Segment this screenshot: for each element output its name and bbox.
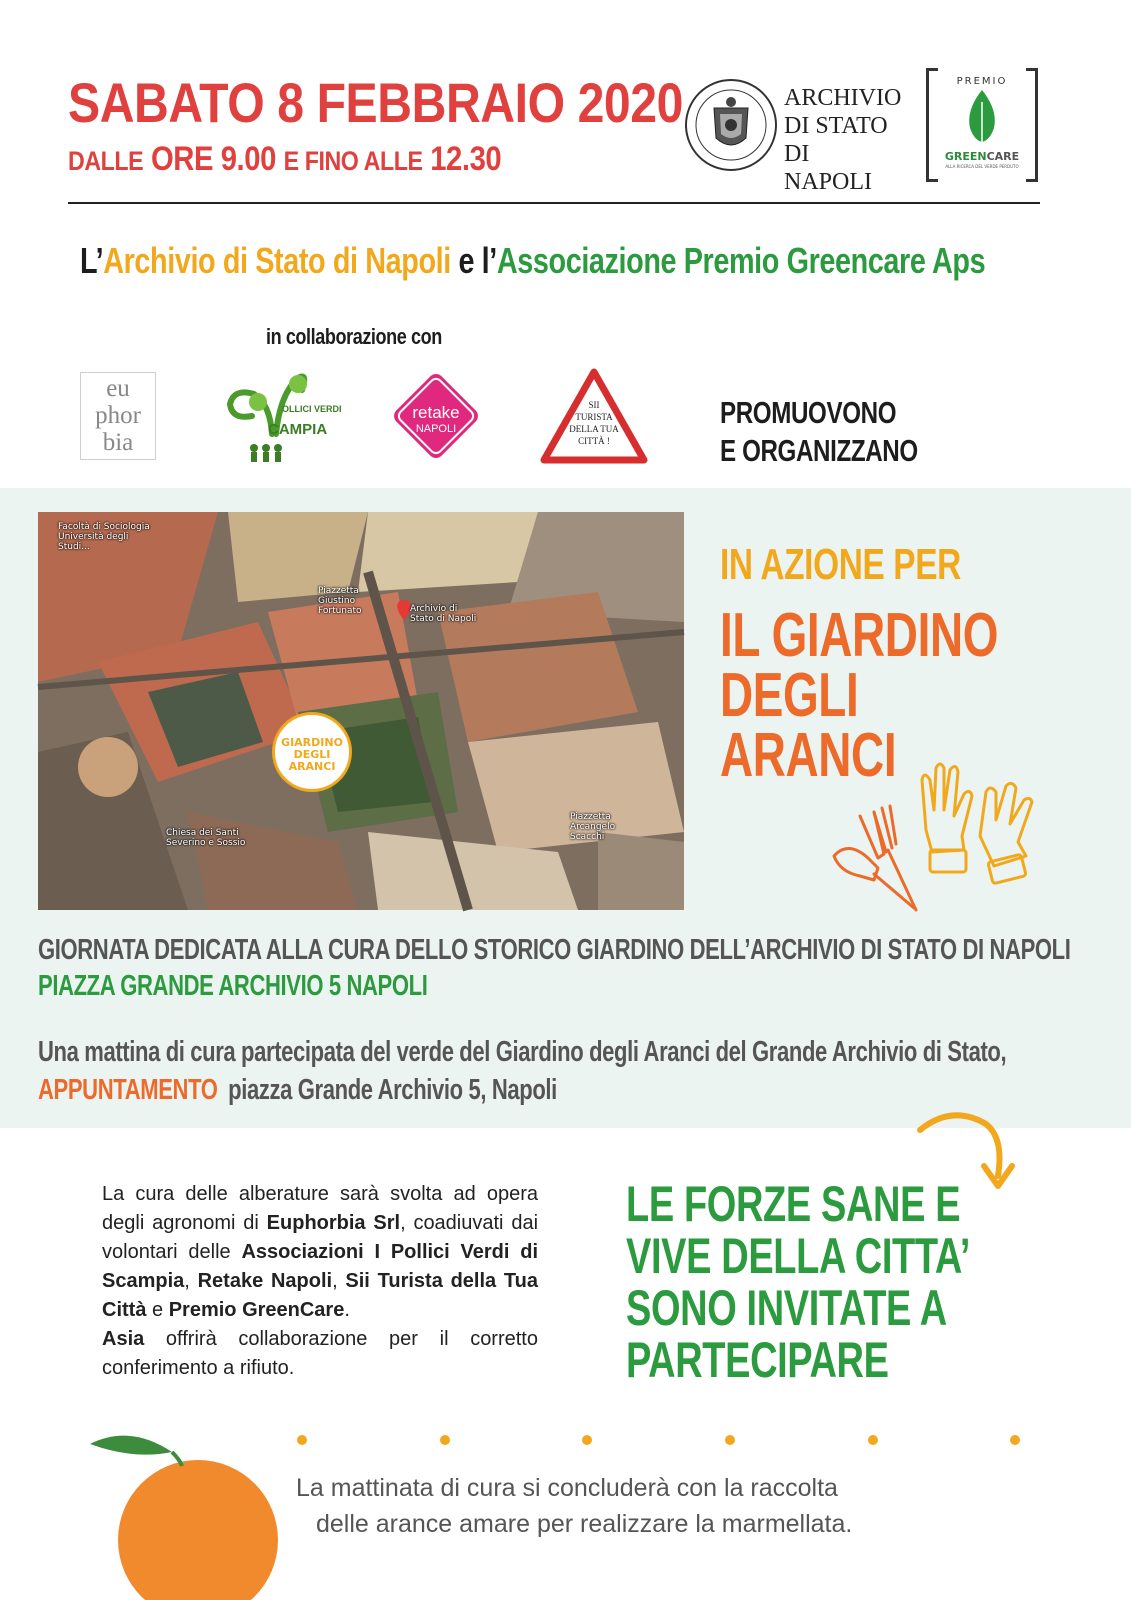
org-conj: e l’	[458, 240, 497, 281]
forze-line-1: LE FORZE SANE E	[626, 1176, 961, 1232]
sii-turista-logo	[540, 368, 648, 466]
conclusion-line-1: La mattinata di cura si concluderà con la raccolta	[296, 1474, 838, 1502]
cura-t7: offrirà collaborazione per il corretto conferimento a rifiuto.	[102, 1328, 538, 1379]
cura-t6: .	[344, 1299, 350, 1321]
time-start: ORE 9.00	[150, 140, 276, 178]
map-label-chiesa: Chiesa dei Santi Severino e Sossio	[166, 828, 246, 848]
cura-t5: e	[146, 1299, 169, 1321]
giardino-line-3: ARANCI	[720, 721, 897, 790]
euphorbia-line-1: eu	[106, 375, 130, 402]
archivio-logo	[684, 76, 902, 195]
archivio-line-1: ARCHIVIO	[784, 85, 902, 111]
sii-text-2: TURISTA	[575, 412, 613, 422]
greencare-care: CARE	[986, 150, 1020, 163]
pollici-text-2: CAMPIA	[268, 421, 328, 438]
map-label-giustino: Piazzetta Giustino Fortunato	[318, 586, 362, 616]
map-label-facolta: Facoltà di Sociologia Università degli Studi...	[58, 522, 150, 552]
org-archivio: Archivio di Stato di Napoli	[103, 240, 451, 281]
promuovono-text	[720, 394, 918, 470]
garden-tools-icon	[830, 740, 1052, 920]
archivio-line-3: DI NAPOLI	[784, 141, 872, 195]
dot-separator	[1010, 1435, 1020, 1445]
cura-asia: Asia	[102, 1328, 145, 1350]
leaf-icon	[964, 88, 1000, 148]
greencare-green: GREEN	[944, 150, 987, 163]
cura-greencare: Premio GreenCare	[168, 1299, 345, 1321]
time-fino: E FINO ALLE	[283, 146, 423, 176]
badge-line-3: ARANCI	[288, 760, 336, 773]
appuntamento-label: APPUNTAMENTO	[38, 1074, 218, 1106]
retake-napoli-logo	[388, 368, 484, 464]
forze-title	[626, 1178, 970, 1386]
collab-label: in collaborazione con	[266, 324, 442, 349]
cura-paragraph	[102, 1180, 538, 1383]
giornata-text: GIORNATA DEDICATA ALLA CURA DELLO STORICO GIARDINO DELL’ARCHIVIO DI STATO DI NAPOLI	[38, 934, 1071, 966]
appuntamento-line	[38, 1074, 557, 1107]
azione-subtitle: IN AZIONE PER	[720, 540, 961, 589]
header-divider	[68, 202, 1040, 204]
event-date: SABATO 8 FEBBRAIO 2020	[68, 71, 684, 134]
pollici-text-1: OLLICI VERDI	[282, 404, 342, 414]
sii-text-1: SII	[588, 400, 600, 410]
dot-separator	[297, 1435, 307, 1445]
giardino-line-1: IL GIARDINO	[720, 601, 999, 670]
conclusion-text	[296, 1470, 852, 1542]
euphorbia-line-2: phor	[95, 402, 141, 429]
cura-sii: Sii Turista della Tua Città	[102, 1270, 538, 1321]
event-time	[68, 140, 501, 179]
cura-t4: ,	[332, 1270, 346, 1292]
euphorbia-logo	[80, 372, 156, 460]
badge-line-2: DEGLI	[293, 748, 331, 761]
time-dalle: DALLE	[68, 146, 144, 176]
dot-separator	[868, 1435, 878, 1445]
greencare-logo	[926, 68, 1038, 182]
promuovono-line-2: E ORGANIZZANO	[720, 433, 918, 468]
sii-text-3: DELLA TUA	[569, 424, 619, 434]
org-associazione: Associazione Premio Greencare Aps	[496, 240, 986, 281]
piazza-address: PIAZZA GRANDE ARCHIVIO 5 NAPOLI	[38, 970, 428, 1002]
giardino-line-2: DEGLI	[720, 661, 859, 730]
greencare-tagline: ALLA RICERCA DEL VERDE PERDUTO	[945, 164, 1019, 169]
cura-t1: La cura delle alberature sarà svolta ad opera degli agronomi di	[102, 1183, 538, 1234]
greencare-premio: PREMIO	[956, 76, 1008, 87]
sii-text-4: CITTÀ !	[578, 436, 610, 446]
retake-text: retake	[412, 403, 460, 422]
archivio-line-2: DI STATO	[784, 113, 888, 139]
cura-t3: ,	[184, 1270, 198, 1292]
map-label-arcangelo: Piazzetta Arcangelo Scacchi	[570, 812, 616, 842]
dot-separator	[582, 1435, 592, 1445]
giardino-badge	[272, 712, 352, 792]
euphorbia-line-3: bia	[102, 429, 134, 456]
pollici-verdi-logo	[224, 364, 342, 468]
organizers-line	[80, 240, 985, 282]
dot-separator	[440, 1435, 450, 1445]
retake-napoli-text: NAPOLI	[415, 423, 457, 435]
cura-t2: , coadiuvati dai volontari delle	[102, 1212, 539, 1263]
promuovono-line-1: PROMUOVONO	[720, 395, 897, 430]
appuntamento-address: piazza Grande Archivio 5, Napoli	[228, 1074, 557, 1106]
map-label-archivio: Archivio di Stato di Napoli	[410, 604, 477, 624]
forze-line-4: PARTECIPARE	[626, 1332, 889, 1388]
time-end: 12.30	[430, 140, 502, 178]
badge-line-1: GIARDINO	[281, 736, 343, 749]
forze-line-2: VIVE DELLA CITTA’	[626, 1228, 971, 1284]
conclusion-line-2: delle arance amare per realizzare la marmellata.	[316, 1510, 853, 1538]
cura-euphorbia: Euphorbia Srl	[266, 1212, 401, 1234]
archivio-seal-icon	[684, 78, 778, 172]
map-image	[38, 512, 684, 910]
dot-separator	[725, 1435, 735, 1445]
greencare-name	[926, 150, 1038, 163]
orange-fruit-icon	[90, 1430, 280, 1600]
org-prefix: L’	[80, 240, 104, 281]
cura-retake: Retake Napoli	[197, 1270, 333, 1292]
cura-pollici: Associazioni I Pollici Verdi di Scampia	[102, 1241, 538, 1292]
forze-line-3: SONO INVITATE A	[626, 1280, 947, 1336]
mattina-text: Una mattina di cura partecipata del verde del Giardino degli Aranci del Grande Archivio di Stato,	[38, 1036, 1007, 1068]
aerial-map	[38, 512, 684, 910]
